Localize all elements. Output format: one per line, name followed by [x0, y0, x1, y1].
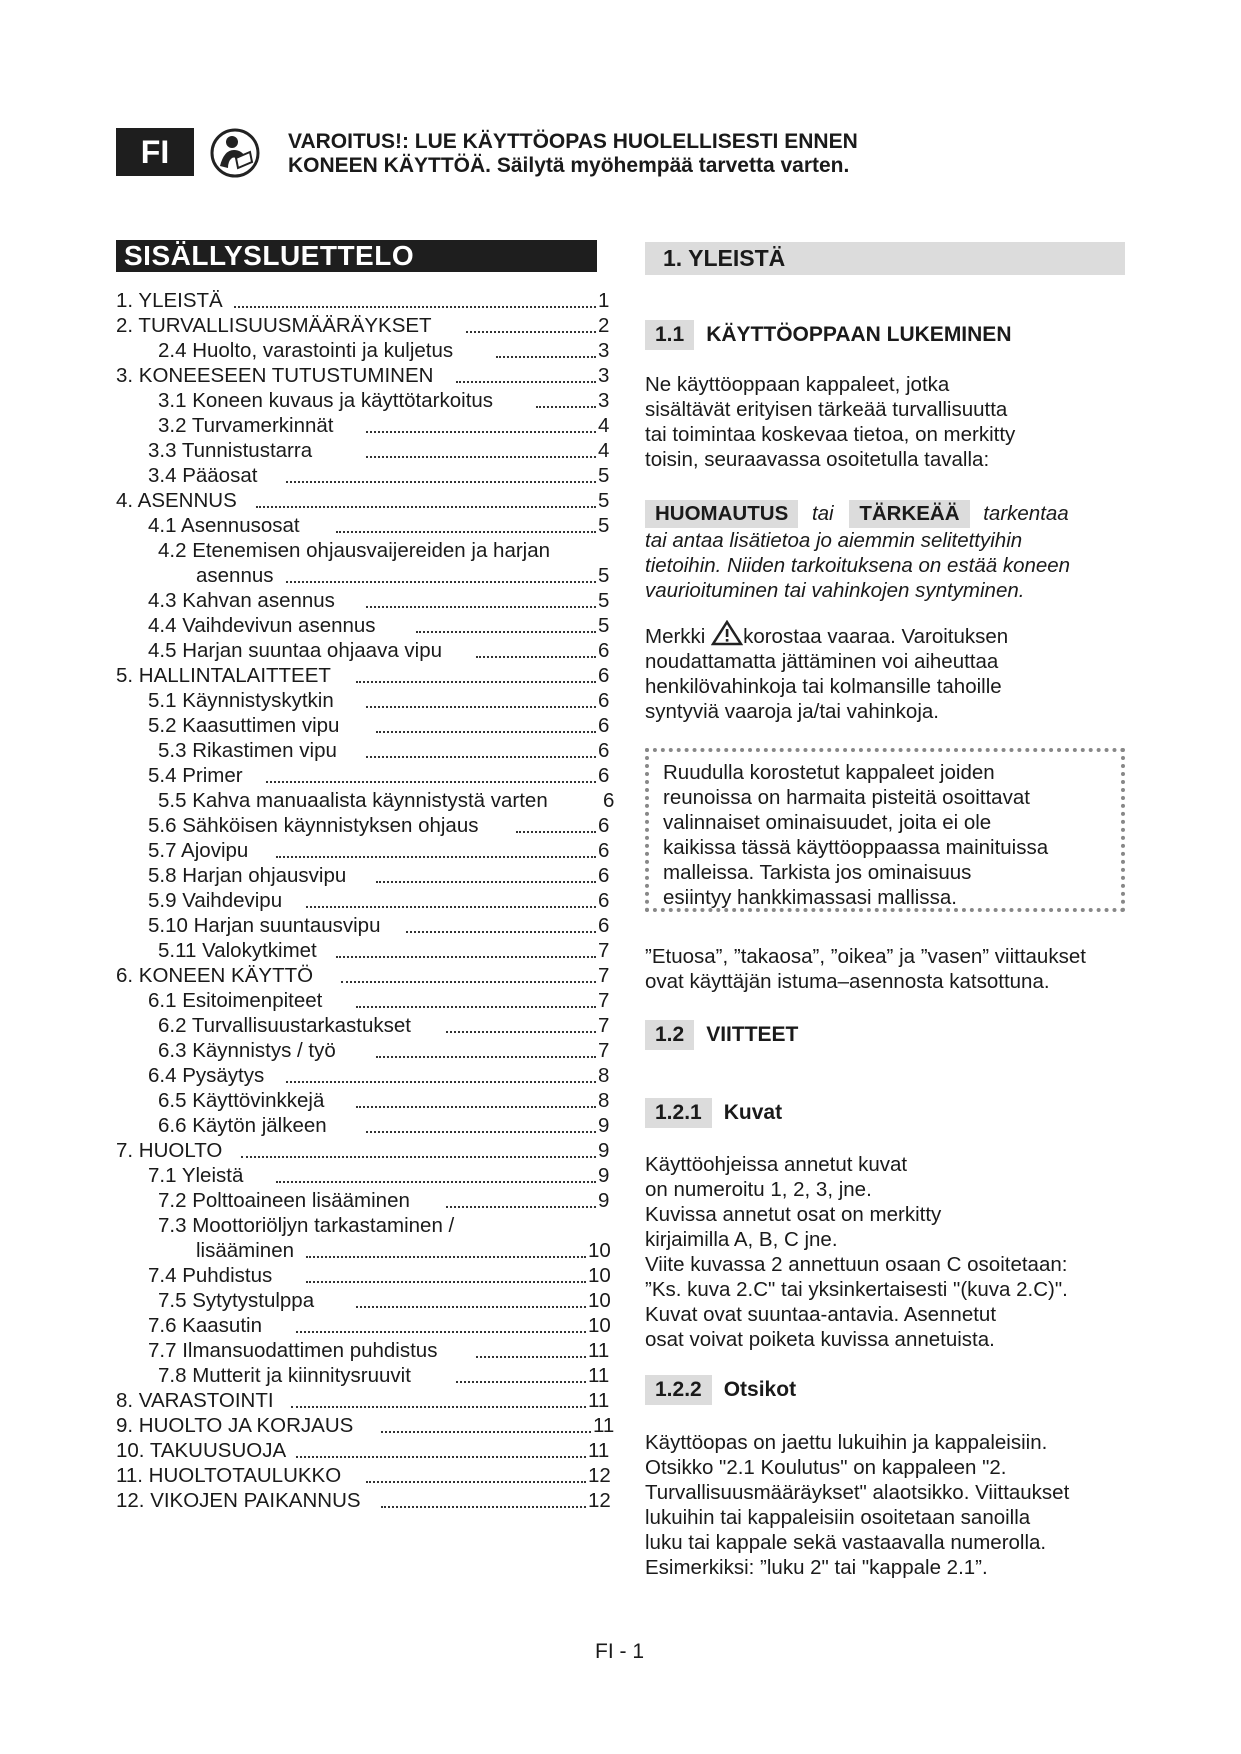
- toc-item[interactable]: [116, 1113, 616, 1138]
- subsection-number: 1.2.2: [645, 1375, 712, 1405]
- toc-title: SISÄLLYSLUETTELO: [116, 240, 597, 272]
- toc-item[interactable]: [116, 1413, 616, 1438]
- warning-text: [288, 130, 988, 178]
- toc-item-text: 6.2 Turvallisuustarkastukset: [158, 1014, 411, 1037]
- toc-item[interactable]: [116, 1188, 616, 1213]
- toc-item-page: 9: [598, 1189, 610, 1212]
- toc-item-text: lisääminen: [196, 1239, 294, 1262]
- toc-item-page: 5: [598, 489, 610, 512]
- important-tag: TÄRKEÄÄ: [849, 500, 969, 528]
- text-line: valinnaiset ominaisuudet, joita ei ole: [663, 811, 992, 834]
- toc-item[interactable]: [116, 913, 616, 938]
- toc-item-text: 6.4 Pysäytys: [148, 1064, 265, 1087]
- toc-leader: [306, 888, 596, 908]
- toc-item-text: 5.5 Kahva manuaalista käynnistystä varten: [158, 789, 548, 812]
- toc-item-text: 6.5 Käyttövinkkejä: [158, 1089, 325, 1112]
- toc-item-text: 9. HUOLTO JA KORJAUS: [116, 1414, 354, 1437]
- toc-item[interactable]: [116, 788, 616, 813]
- toc-leader: [496, 338, 596, 358]
- text-line: kirjaimilla A, B, C jne.: [645, 1228, 838, 1251]
- toc-leader: [376, 1038, 596, 1058]
- text-line: tietoihin. Niiden tarkoituksena on estää koneen: [645, 554, 1071, 577]
- text-line: lukuihin tai kappaleisiin osoitetaan sanoilla: [645, 1506, 1031, 1529]
- toc-item-text: 5.9 Vaihdevipu: [148, 889, 283, 912]
- toc-item[interactable]: [116, 813, 616, 838]
- subsection-heading-1-1: [645, 320, 1011, 350]
- text-line: reunoissa on harmaita pisteitä osoittavat: [663, 786, 1030, 809]
- toc-item-text: 7. HUOLTO: [116, 1139, 223, 1162]
- toc-item-text: 5.3 Rikastimen vipu: [158, 739, 337, 762]
- toc-item-page: 7: [598, 989, 610, 1012]
- toc-item-text: 2.4 Huolto, varastointi ja kuljetus: [158, 339, 454, 362]
- toc-item[interactable]: [116, 1213, 616, 1238]
- directions-paragraph: [645, 944, 1145, 994]
- toc-item[interactable]: [116, 1238, 616, 1263]
- text-line: tai toimintaa koskevaa tietoa, on merkitty: [645, 423, 1016, 446]
- toc-leader: [376, 863, 596, 883]
- toc-item-text: asennus: [196, 564, 274, 587]
- toc-item-text: 10. TAKUUSUOJA: [116, 1439, 287, 1462]
- toc-item[interactable]: [116, 488, 616, 513]
- toc-item-page: 12: [588, 1489, 611, 1512]
- toc-item-page: 7: [598, 1014, 610, 1037]
- toc-item-page: 5: [598, 464, 610, 487]
- toc-item-text: 3.2 Turvamerkinnät: [158, 414, 334, 437]
- toc-item[interactable]: [116, 613, 616, 638]
- toc-item[interactable]: [116, 988, 616, 1013]
- tag-after: tarkentaa: [983, 502, 1069, 525]
- toc-item-text: 4. ASENNUS: [116, 489, 237, 512]
- toc-item-text: 5.2 Kaasuttimen vipu: [148, 714, 340, 737]
- toc-leader: [266, 763, 596, 783]
- toc-leader: [241, 1138, 596, 1158]
- toc-leader: [406, 913, 596, 933]
- subsection-title: KÄYTTÖOPPAAN LUKEMINEN: [706, 323, 1012, 346]
- toc-item-text: 7.4 Puhdistus: [148, 1264, 273, 1287]
- language-badge: FI: [116, 128, 194, 176]
- tags-paragraph: [645, 500, 1130, 603]
- text-line: ”Ks. kuva 2.C" tai yksinkertaisesti "(kuva 2.C)".: [645, 1278, 1068, 1301]
- toc-item-page: 9: [598, 1114, 610, 1137]
- hazard-paragraph: [645, 620, 1130, 724]
- toc-leader: [256, 488, 596, 508]
- subsection-title: Kuvat: [723, 1101, 783, 1124]
- toc-item[interactable]: [116, 763, 616, 788]
- toc-leader: [286, 463, 596, 483]
- toc-item[interactable]: [116, 738, 616, 763]
- section-title: 1. YLEISTÄ: [645, 242, 1125, 275]
- toc-item-text: 5.1 Käynnistyskytkin: [148, 689, 334, 712]
- toc-leader: [234, 288, 596, 308]
- warning-line-1: VAROITUS!: LUE KÄYTTÖOPAS HUOLELLISESTI ENNEN: [288, 130, 858, 153]
- toc-item[interactable]: [116, 688, 616, 713]
- toc-leader: [286, 563, 596, 583]
- toc-item[interactable]: [116, 463, 616, 488]
- hazard-start: Merkki: [645, 625, 706, 648]
- toc-item-text: 12. VIKOJEN PAIKANNUS: [116, 1489, 361, 1512]
- subsection-heading-1-2-1: [645, 1098, 782, 1128]
- toc-leader: [416, 613, 596, 633]
- text-line: Käyttöopas on jaettu lukuihin ja kappaleisiin.: [645, 1431, 1048, 1454]
- text-line: toisin, seuraavassa osoitetulla tavalla:: [645, 448, 990, 471]
- toc-item[interactable]: [116, 513, 616, 538]
- toc-item-text: 7.8 Mutterit ja kiinnitysruuvit: [158, 1364, 411, 1387]
- toc-item-page: 10: [588, 1239, 611, 1262]
- toc-item[interactable]: [116, 663, 616, 688]
- text-line: henkilövahinkoja tai kolmansille tahoille: [645, 675, 1002, 698]
- text-line: esiintyy hankkimassasi mallissa.: [663, 886, 957, 909]
- warning-triangle-icon: [711, 620, 743, 646]
- toc-item-page: 3: [598, 364, 610, 387]
- subsection-number: 1.1: [645, 320, 694, 350]
- toc-leader: [466, 313, 596, 333]
- toc-leader: [306, 1238, 586, 1258]
- toc-item[interactable]: [116, 1313, 616, 1338]
- toc-item[interactable]: [116, 838, 616, 863]
- toc-leader: [276, 1163, 596, 1183]
- toc-item-page: 10: [588, 1264, 611, 1287]
- toc-leader: [381, 1413, 591, 1433]
- toc-item-page: 4: [598, 439, 610, 462]
- toc-item-page: 3: [598, 389, 610, 412]
- toc-item-page: 5: [598, 614, 610, 637]
- toc-item[interactable]: [116, 538, 616, 563]
- toc-leader: [336, 513, 596, 533]
- toc-item-text: 7.5 Sytytystulppa: [158, 1289, 315, 1312]
- toc-item-text: 3. KONEESEEN TUTUSTUMINEN: [116, 364, 434, 387]
- toc-item-text: 3.1 Koneen kuvaus ja käyttötarkoitus: [158, 389, 494, 412]
- toc-item-page: 12: [588, 1464, 611, 1487]
- text-line: on numeroitu 1, 2, 3, jne.: [645, 1178, 872, 1201]
- toc-leader: [286, 1063, 596, 1083]
- text-line: Käyttöohjeissa annetut kuvat: [645, 1153, 908, 1176]
- toc-item-page: 6: [598, 689, 610, 712]
- toc-leader: [336, 938, 596, 958]
- toc-item-page: 9: [598, 1139, 610, 1162]
- text-line: Turvallisuusmääräykset" alaotsikko. Viittaukset: [645, 1481, 1070, 1504]
- toc-leader: [366, 1463, 586, 1483]
- toc-item-text: 3.3 Tunnistustarra: [148, 439, 313, 462]
- toc-item-text: 6.6 Käytön jälkeen: [158, 1114, 327, 1137]
- text-line: osat voivat poiketa kuvissa annetuista.: [645, 1328, 995, 1351]
- toc-leader: [366, 688, 596, 708]
- toc-item-page: 6: [598, 764, 610, 787]
- toc-item-text: 4.1 Asennusosat: [148, 514, 300, 537]
- toc-item[interactable]: [116, 1463, 616, 1488]
- toc-item-page: 5: [598, 514, 610, 537]
- toc-leader: [366, 438, 596, 458]
- page-number: FI - 1: [595, 1640, 645, 1663]
- toc-item[interactable]: [116, 288, 616, 313]
- toc-item-text: 2. TURVALLISUUSMÄÄRÄYKSET: [116, 314, 432, 337]
- toc-leader: [446, 1013, 596, 1033]
- toc-item[interactable]: [116, 363, 616, 388]
- toc-item[interactable]: [116, 1013, 616, 1038]
- toc-item[interactable]: [116, 1288, 616, 1313]
- toc-leader: [446, 1188, 596, 1208]
- toc-item-text: 8. VARASTOINTI: [116, 1389, 274, 1412]
- toc-item-text: 7.1 Yleistä: [148, 1164, 244, 1187]
- text-line: Viite kuvassa 2 annettuun osaan C osoitetaan:: [645, 1253, 1068, 1276]
- toc-leader: [306, 1263, 586, 1283]
- toc-item-text: 5.10 Harjan suuntausvipu: [148, 914, 381, 937]
- toc-item[interactable]: [116, 1263, 616, 1288]
- toc-leader: [356, 663, 596, 683]
- toc-item-page: 8: [598, 1064, 610, 1087]
- toc-item-text: 5.7 Ajovipu: [148, 839, 249, 862]
- headings-paragraph: [645, 1430, 1145, 1580]
- toc-item[interactable]: [116, 1438, 616, 1463]
- toc-item-page: 6: [598, 714, 610, 737]
- toc-item-text: 4.5 Harjan suuntaa ohjaava vipu: [148, 639, 443, 662]
- toc-item-text: 5.6 Sähköisen käynnistyksen ohjaus: [148, 814, 479, 837]
- toc-leader: [366, 738, 596, 758]
- text-line: tai antaa lisätietoa jo aiemmin selitettyihin: [645, 529, 1023, 552]
- toc-item[interactable]: [116, 938, 616, 963]
- toc-item-text: 3.4 Pääosat: [148, 464, 258, 487]
- toc-item-text: 1. YLEISTÄ: [116, 289, 223, 312]
- text-line: Kuvissa annetut osat on merkitty: [645, 1203, 942, 1226]
- toc-leader: [341, 963, 596, 983]
- toc-item[interactable]: [116, 1488, 616, 1513]
- toc-item[interactable]: [116, 438, 616, 463]
- subsection-heading-1-2: [645, 1020, 798, 1050]
- toc-item[interactable]: [116, 1063, 616, 1088]
- toc-item-page: 7: [598, 1039, 610, 1062]
- text-line: Otsikko "2.1 Koulutus" on kappaleen "2.: [645, 1456, 1007, 1479]
- toc-item[interactable]: [116, 563, 616, 588]
- text-line: Esimerkiksi: ”luku 2" tai "kappale 2.1”.: [645, 1556, 988, 1579]
- toc-item-text: 5. HALLINTALAITTEET: [116, 664, 331, 687]
- toc-item-page: 11: [588, 1439, 610, 1462]
- toc-leader: [366, 413, 596, 433]
- toc-item-page: 5: [598, 564, 610, 587]
- toc-item[interactable]: [116, 313, 616, 338]
- toc-item-page: 6: [598, 889, 610, 912]
- toc-item[interactable]: [116, 713, 616, 738]
- toc-item-page: 6: [603, 789, 615, 812]
- toc-item-text: 11. HUOLTOTAULUKKO: [116, 1464, 342, 1487]
- toc-item-page: 8: [598, 1089, 610, 1112]
- toc-leader: [366, 588, 596, 608]
- toc-leader: [356, 988, 596, 1008]
- reading-paragraph: [645, 372, 1130, 472]
- toc-leader: [456, 1363, 586, 1383]
- subsection-title: VIITTEET: [706, 1023, 799, 1046]
- toc-leader: [376, 713, 596, 733]
- toc-item-text: 5.4 Primer: [148, 764, 243, 787]
- toc-item-page: 5: [598, 589, 610, 612]
- toc-item-text: 6.3 Käynnistys / työ: [158, 1039, 336, 1062]
- toc-item[interactable]: [116, 638, 616, 663]
- table-of-contents: [116, 288, 616, 1513]
- toc-item-page: 7: [598, 939, 610, 962]
- toc-item-text: 6.1 Esitoimenpiteet: [148, 989, 323, 1012]
- toc-item-page: 10: [588, 1289, 611, 1312]
- toc-leader: [276, 838, 596, 858]
- toc-item-page: 11: [588, 1364, 610, 1387]
- text-line: sisältävät erityisen tärkeää turvallisuutta: [645, 398, 1008, 421]
- text-line: ”Etuosa”, ”takaosa”, ”oikea” ja ”vasen” viittaukset: [645, 945, 1086, 968]
- toc-item-page: 7: [598, 964, 610, 987]
- text-line: syntyviä vaaroja ja/tai vahinkoja.: [645, 700, 939, 723]
- toc-item-page: 6: [598, 839, 610, 862]
- toc-item[interactable]: [116, 388, 616, 413]
- toc-item[interactable]: [116, 863, 616, 888]
- toc-item-page: 6: [598, 739, 610, 762]
- toc-leader: [381, 1488, 586, 1508]
- subsection-heading-1-2-2: [645, 1375, 796, 1405]
- toc-item[interactable]: [116, 963, 616, 988]
- toc-item-text: 5.11 Valokytkimet: [158, 939, 317, 962]
- toc-item-page: 9: [598, 1164, 610, 1187]
- text-line: kaikissa tässä käyttöoppaassa mainituissa: [663, 836, 1049, 859]
- toc-item-page: 3: [598, 339, 610, 362]
- toc-leader: [456, 363, 596, 383]
- toc-item-page: 11: [593, 1414, 615, 1437]
- text-line: luku tai kappale sekä vastaavalla numerolla.: [645, 1531, 1047, 1554]
- text-line: ovat käyttäjän istuma–asennosta katsottuna.: [645, 970, 1050, 993]
- toc-item-page: 6: [598, 814, 610, 837]
- toc-item[interactable]: [116, 1138, 616, 1163]
- toc-item[interactable]: [116, 1363, 616, 1388]
- toc-item[interactable]: [116, 1163, 616, 1188]
- toc-item[interactable]: [116, 1088, 616, 1113]
- text-line: malleissa. Tarkista jos ominaisuus: [663, 861, 972, 884]
- toc-item-page: 4: [598, 414, 610, 437]
- toc-item[interactable]: [116, 413, 616, 438]
- toc-item-page: 11: [588, 1339, 610, 1362]
- toc-item-page: 1: [598, 289, 610, 312]
- tag-or: tai: [811, 502, 834, 525]
- text-line: Kuvat ovat suuntaa-antavia. Asennetut: [645, 1303, 997, 1326]
- optional-features-box: [645, 748, 1125, 912]
- toc-leader: [291, 1388, 586, 1408]
- toc-item[interactable]: [116, 888, 616, 913]
- toc-item-page: 10: [588, 1314, 611, 1337]
- toc-item[interactable]: [116, 338, 616, 363]
- toc-item[interactable]: [116, 1388, 616, 1413]
- toc-leader: [296, 1313, 586, 1333]
- toc-item-text: 7.3 Moottoriöljyn tarkastaminen /: [158, 1214, 455, 1237]
- toc-item-text: 7.7 Ilmansuodattimen puhdistus: [148, 1339, 438, 1362]
- toc-item-text: 6. KONEEN KÄYTTÖ: [116, 964, 314, 987]
- toc-leader: [296, 1438, 586, 1458]
- toc-item-page: 6: [598, 639, 610, 662]
- text-line: noudattamatta jättäminen voi aiheuttaa: [645, 650, 999, 673]
- hazard-rest: korostaa vaaraa. Varoituksen: [743, 625, 1009, 648]
- toc-item-page: 11: [588, 1389, 610, 1412]
- text-line: Ruudulla korostetut kappaleet joiden: [663, 761, 995, 784]
- toc-item-text: 4.3 Kahvan asennus: [148, 589, 335, 612]
- toc-leader: [476, 638, 596, 658]
- toc-leader: [476, 1338, 586, 1358]
- subsection-title: Otsikot: [723, 1378, 797, 1401]
- toc-leader: [366, 1113, 596, 1133]
- toc-item-text: 4.2 Etenemisen ohjausvaijereiden ja harjan: [158, 539, 551, 562]
- read-manual-icon: [210, 128, 260, 178]
- toc-item[interactable]: [116, 1338, 616, 1363]
- toc-item-text: 7.6 Kaasutin: [148, 1314, 262, 1337]
- toc-item-page: 6: [598, 664, 610, 687]
- toc-leader: [356, 1088, 596, 1108]
- toc-item-text: 7.2 Polttoaineen lisääminen: [158, 1189, 410, 1212]
- toc-item-text: 5.8 Harjan ohjausvipu: [148, 864, 347, 887]
- figures-paragraph: [645, 1152, 1145, 1352]
- text-line: vaurioituminen tai vahinkojen syntyminen.: [645, 579, 1025, 602]
- toc-item-page: 2: [598, 314, 610, 337]
- toc-item-page: 6: [598, 864, 610, 887]
- subsection-number: 1.2: [645, 1020, 694, 1050]
- toc-item[interactable]: [116, 1038, 616, 1063]
- subsection-number: 1.2.1: [645, 1098, 712, 1128]
- toc-item[interactable]: [116, 588, 616, 613]
- toc-item-page: 6: [598, 914, 610, 937]
- toc-leader: [356, 1288, 586, 1308]
- toc-item-text: 4.4 Vaihdevivun asennus: [148, 614, 376, 637]
- text-line: Ne käyttöoppaan kappaleet, jotka: [645, 373, 950, 396]
- toc-leader: [516, 813, 596, 833]
- toc-leader: [536, 388, 596, 408]
- warning-line-2: KONEEN KÄYTTÖÄ. Säilytä myöhempää tarvetta varten.: [288, 154, 850, 177]
- note-tag: HUOMAUTUS: [645, 500, 798, 528]
